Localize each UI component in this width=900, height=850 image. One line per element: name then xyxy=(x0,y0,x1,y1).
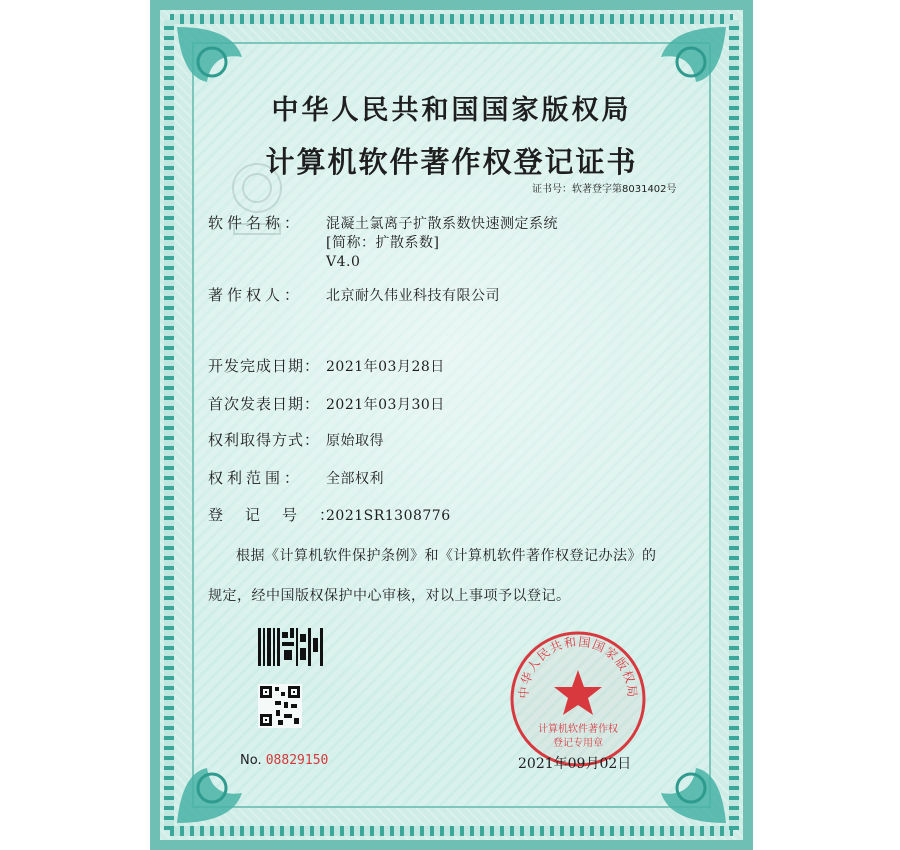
certificate-number-value: 软著登字第8031402号 xyxy=(572,184,677,195)
field-value: 原始取得 xyxy=(326,433,384,449)
barcode-icon xyxy=(258,628,324,666)
field-value: [简称：扩散系数] xyxy=(326,235,440,251)
field-software-name xyxy=(208,212,558,233)
field-registration-number xyxy=(208,504,451,525)
svg-text:计算机软件著作权: 计算机软件著作权 xyxy=(538,724,618,735)
field-rights-scope xyxy=(208,467,384,488)
field-publication-date xyxy=(208,393,445,414)
official-seal-stamp xyxy=(507,628,649,770)
statement-line-2: 规定，经中国版权保护中心审核，对以上事项予以登记。 xyxy=(208,588,571,604)
field-value: 北京耐久伟业科技有限公司 xyxy=(326,288,500,304)
field-value: 2021SR1308776 xyxy=(326,508,451,524)
certificate-title: 计算机软件著作权登记证书 xyxy=(265,145,638,179)
field-value: V4.0 xyxy=(326,254,361,270)
field-value: 混凝土氯离子扩散系数快速测定系统 xyxy=(326,216,558,232)
field-development-date xyxy=(208,355,445,376)
field-label: 著作权人： xyxy=(208,286,304,304)
field-value: 2021年03月30日 xyxy=(326,397,445,413)
statement-line-1: 根据《计算机软件保护条例》和《计算机软件著作权登记办法》的 xyxy=(236,548,657,564)
issuer-title: 中华人民共和国国家版权局 xyxy=(271,95,632,126)
certificate xyxy=(150,0,753,850)
serial-value: 08829150 xyxy=(265,753,329,768)
qr-code-icon xyxy=(258,684,302,728)
issue-date: 2021年09月02日 xyxy=(518,756,632,772)
field-label: 软件名称： xyxy=(208,214,304,232)
corner-ornament-bottom-left xyxy=(172,718,282,828)
field-value: 2021年03月28日 xyxy=(326,359,445,375)
field-version xyxy=(208,252,360,270)
field-acquisition-method xyxy=(208,429,384,450)
svg-text:中华人民共和国国家版权局: 中华人民共和国国家版权局 xyxy=(516,634,640,700)
field-short-name xyxy=(208,232,439,252)
svg-text:登记专用章: 登记专用章 xyxy=(553,738,603,749)
field-label: 首次发表日期： xyxy=(208,395,321,413)
field-label: 权利取得方式： xyxy=(208,431,321,449)
field-label: 权利范围： xyxy=(208,469,304,487)
certificate-number-label: 证书号： xyxy=(532,184,572,195)
field-label: 开发完成日期： xyxy=(208,357,321,375)
field-label: 登记号： xyxy=(208,506,357,524)
certificate-number xyxy=(532,180,677,195)
field-value: 全部权利 xyxy=(326,471,384,487)
serial-label: No. xyxy=(240,753,262,768)
serial-number xyxy=(240,753,328,768)
field-copyright-owner xyxy=(208,284,500,305)
